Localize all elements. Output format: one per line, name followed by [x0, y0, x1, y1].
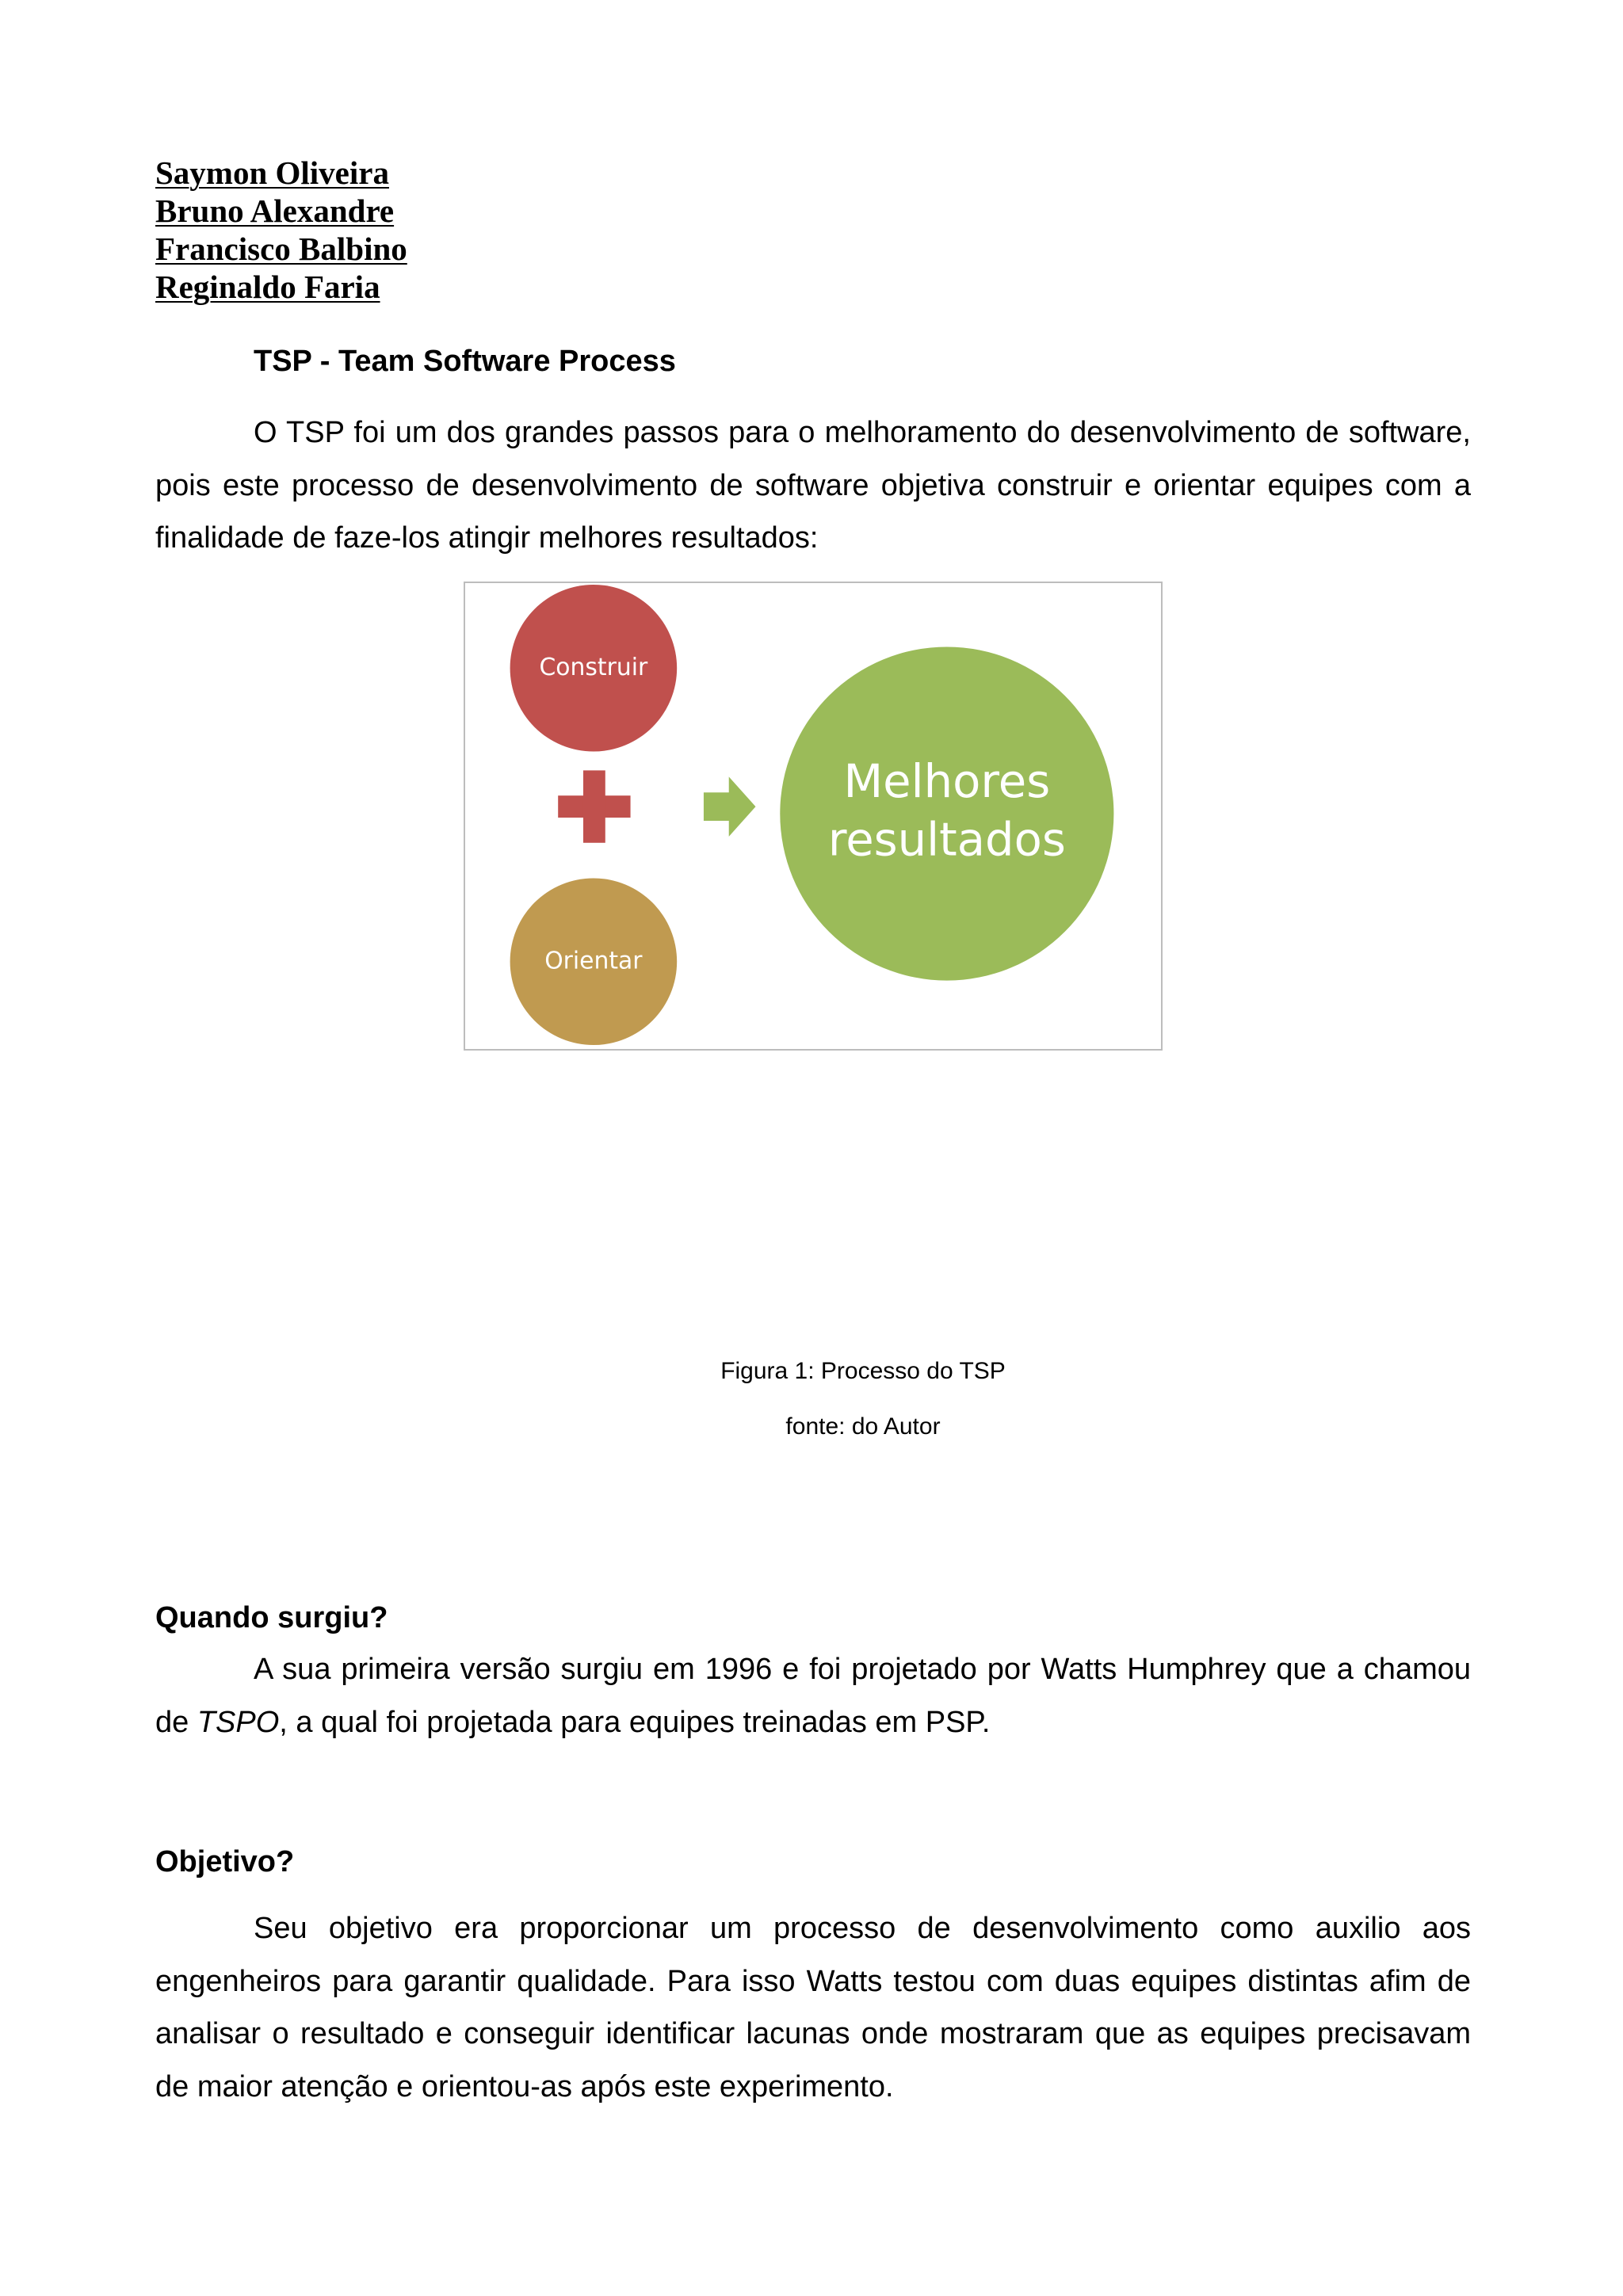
section-paragraph-quando — [155, 1643, 1471, 1749]
section-heading-objetivo: Objetivo? — [155, 1845, 295, 1878]
result-label-line2: resultados — [827, 813, 1066, 867]
result-label-line1: Melhores — [843, 754, 1051, 808]
section-paragraph-objetivo — [155, 1902, 1471, 2114]
construir-label: Construir — [539, 653, 648, 681]
orientar-label: Orientar — [544, 947, 643, 975]
figure-source: fonte: do Autor — [785, 1413, 941, 1440]
paragraph-text: , a qual foi projetada para equipes treinadas em PSP. — [279, 1705, 991, 1739]
figure-diagram — [465, 583, 1161, 1049]
plus-icon — [558, 770, 630, 842]
author-list — [155, 154, 407, 306]
document-title: TSP - Team Software Process — [254, 345, 676, 378]
figure-caption: Figura 1: Processo do TSP — [720, 1358, 1006, 1384]
paragraph-text: A sua primeira versão surgiu em 1996 e foi projetado por Watts Humphrey que a chamou de — [155, 1653, 1471, 1739]
arrow-right-icon — [704, 776, 756, 836]
author-name: Reginaldo Faria — [155, 269, 380, 305]
intro-text: O TSP foi um dos grandes passos para o melhoramento do desenvolvimento de software, pois este processo de desenvolvimento de software objetiva construir e orientar equipes com a finalidade de faze-los atingir melhores resultados: — [155, 416, 1471, 555]
italic-term: TSPO — [197, 1705, 280, 1739]
intro-paragraph — [155, 406, 1471, 565]
author-name: Bruno Alexandre — [155, 193, 395, 229]
paragraph-text: Seu objetivo era proporcionar um processo de desenvolvimento como auxilio aos engenheiros para garantir qualidade. Para isso Watts testou com duas equipes distintas afim de analisar o resultado e conseguir identificar lacunas onde mostraram que as equipes precisavam de maior atenção e orientou-as após este experimento. — [155, 1912, 1471, 2104]
section-heading-quando: Quando surgiu? — [155, 1601, 388, 1634]
tsp-process-figure — [464, 582, 1163, 1051]
author-name: Francisco Balbino — [155, 231, 407, 267]
author-name: Saymon Oliveira — [155, 154, 389, 191]
